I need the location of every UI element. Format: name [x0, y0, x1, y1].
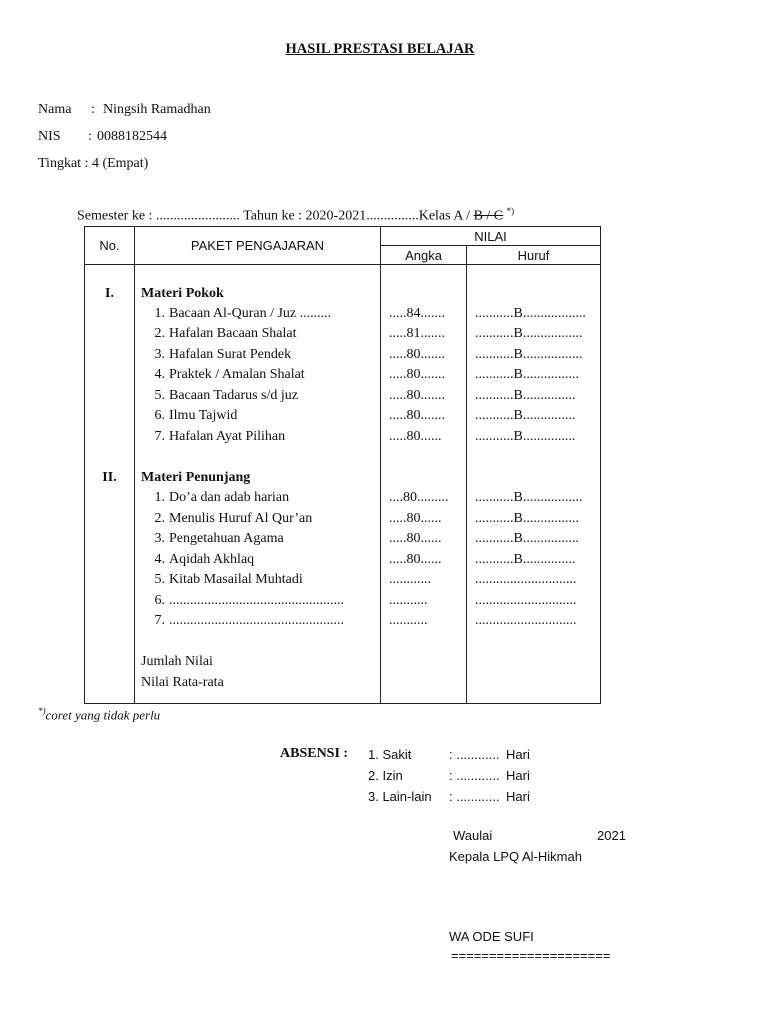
- level-text: Tingkat : 4 (Empat): [38, 156, 149, 171]
- col-header-paket: PAKET PENGAJARAN: [135, 227, 381, 265]
- item-number: 2.: [154, 326, 165, 341]
- section-title: Materi Penunjang: [141, 470, 251, 485]
- item-score: .....80......: [389, 511, 442, 526]
- item-label: Hafalan Surat Pendek: [169, 347, 292, 362]
- item-score: .....80......: [389, 531, 442, 546]
- total-label: Jumlah Nilai: [141, 654, 213, 669]
- name-separator: :: [91, 102, 95, 117]
- item-score: .....84.......: [389, 306, 445, 321]
- item-score: ...........: [389, 593, 428, 608]
- item-label: ..................................................: [169, 593, 344, 608]
- item-label: Hafalan Bacaan Shalat: [169, 326, 297, 341]
- signature-position: Kepala LPQ Al-Hikmah: [449, 849, 582, 864]
- item-number: 2.: [154, 511, 165, 526]
- item-grade: ...........B................: [475, 511, 579, 526]
- item-number: 6.: [154, 408, 165, 423]
- section-title: Materi Pokok: [141, 286, 224, 301]
- struck-class: B / C: [473, 208, 504, 224]
- footnote-mark: *): [38, 706, 46, 716]
- attendance-label: ABSENSI :: [280, 746, 349, 761]
- name-label: Nama: [38, 102, 72, 117]
- col-header-nilai: NILAI: [381, 227, 601, 246]
- item-number: 4.: [154, 367, 165, 382]
- item-grade: ...........B...............: [475, 429, 576, 444]
- item-grade: ...........B..................: [475, 306, 586, 321]
- item-number: 7.: [154, 429, 165, 444]
- item-score: .....80.......: [389, 347, 445, 362]
- paket-column: [135, 265, 381, 704]
- item-label: Ilmu Tajwid: [169, 408, 238, 423]
- attendance-item-name: 3. Lain-lain: [368, 789, 432, 804]
- item-grade: ...........B................: [475, 531, 579, 546]
- nis-separator: :: [88, 129, 92, 144]
- item-grade: .............................: [475, 572, 577, 587]
- item-label: Aqidah Akhlaq: [169, 552, 255, 567]
- attendance-item-unit: Hari: [506, 789, 530, 804]
- name-value: Ningsih Ramadhan: [103, 102, 211, 117]
- item-label: Do’a dan adab harian: [169, 490, 290, 505]
- item-number: 4.: [154, 552, 165, 567]
- item-number: 5.: [154, 572, 165, 587]
- item-label: Menulis Huruf Al Qur’an: [169, 511, 313, 526]
- col-header-angka: Angka: [381, 246, 467, 265]
- item-score: .....80.......: [389, 367, 445, 382]
- item-score: ...........: [389, 613, 428, 628]
- col-header-no: No.: [85, 227, 135, 265]
- item-grade: ...........B...............: [475, 388, 576, 403]
- signature-place: Waulai: [453, 828, 493, 843]
- item-label: Bacaan Tadarus s/d juz: [169, 388, 298, 403]
- footnote-text: coret yang tidak perlu: [45, 707, 161, 723]
- item-label: Bacaan Al-Quran / Juz .........: [169, 306, 332, 321]
- nis-label: NIS: [38, 129, 61, 144]
- signature-year: 2021: [597, 828, 626, 843]
- item-label: Praktek / Amalan Shalat: [169, 367, 305, 382]
- semester-line: [77, 206, 514, 225]
- semester-footnote-mark: *): [506, 206, 515, 216]
- signature-underline: =====================: [451, 948, 611, 963]
- angka-column: [381, 265, 467, 704]
- no-column: [85, 265, 135, 704]
- item-number: 3.: [154, 347, 165, 362]
- item-number: 5.: [154, 388, 165, 403]
- item-grade: ...........B.................: [475, 490, 583, 505]
- item-score: .....80......: [389, 429, 442, 444]
- signature-name: WA ODE SUFI: [449, 929, 534, 944]
- attendance-item-name: 2. Izin: [368, 768, 403, 783]
- document-title: HASIL PRESTASI BELAJAR: [285, 41, 475, 57]
- item-label: Kitab Masailal Muhtadi: [169, 572, 303, 587]
- item-number: 7.: [154, 613, 165, 628]
- item-number: 3.: [154, 531, 165, 546]
- item-score: .....80......: [389, 552, 442, 567]
- section-roman: I.: [105, 286, 114, 301]
- attendance-item-unit: Hari: [506, 768, 530, 783]
- average-label: Nilai Rata-rata: [141, 675, 224, 690]
- item-score: .....81.......: [389, 326, 445, 341]
- item-grade: ...........B................: [475, 367, 579, 382]
- item-label: Hafalan Ayat Pilihan: [169, 429, 286, 444]
- item-score: .....80.......: [389, 408, 445, 423]
- item-score: .....80.......: [389, 388, 445, 403]
- item-number: 1.: [154, 490, 165, 505]
- semester-text: Semester ke : ........................ Tahun ke : 2020-2021...............Kelas A /: [77, 208, 474, 224]
- grades-table: [84, 226, 601, 704]
- item-number: 6.: [154, 593, 165, 608]
- item-number: 1.: [154, 306, 165, 321]
- attendance-item-name: 1. Sakit: [368, 747, 412, 762]
- item-grade: ...........B.................: [475, 347, 583, 362]
- item-label: ..................................................: [169, 613, 344, 628]
- attendance-item-value: : ............: [449, 768, 500, 783]
- item-grade: ...........B...............: [475, 408, 576, 423]
- attendance-item-unit: Hari: [506, 747, 530, 762]
- item-label: Pengetahuan Agama: [169, 531, 284, 546]
- item-grade: .............................: [475, 593, 577, 608]
- attendance-item-value: : ............: [449, 789, 500, 804]
- item-score: ....80.........: [389, 490, 449, 505]
- nis-value: 0088182544: [97, 129, 167, 144]
- item-grade: .............................: [475, 613, 577, 628]
- item-grade: ...........B...............: [475, 552, 576, 567]
- item-grade: ...........B.................: [475, 326, 583, 341]
- item-score: ............: [389, 572, 431, 587]
- huruf-column: [467, 265, 601, 704]
- section-roman: II.: [102, 470, 117, 485]
- attendance-item-value: : ............: [449, 747, 500, 762]
- col-header-huruf: Huruf: [467, 246, 601, 265]
- footnote: [38, 706, 160, 723]
